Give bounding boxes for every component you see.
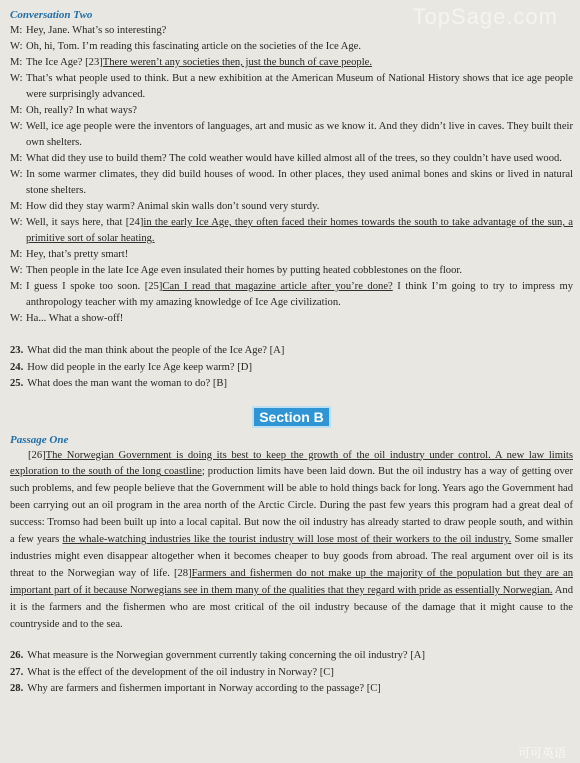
speaker-label: W:: [10, 217, 23, 228]
dialogue-line: [10, 71, 573, 103]
speaker-label: M:: [10, 57, 23, 68]
dialogue-line: [10, 311, 573, 327]
dialogue-underlined-answer: There weren’t any societies then, just the bunch of cave people.: [102, 57, 373, 68]
dialogue-text: [26, 55, 573, 71]
dialogue-text: [26, 103, 573, 119]
dialogue-text-plain: What did they use to build them? The cold weather would have killed almost all of the trees, so they couldn’t have used wood.: [26, 153, 562, 164]
dialogue-text: [26, 167, 573, 199]
dialogue-text-after: I think I’m going to try to impress my anthropology teacher with my amazing knowledge of Ice Age civilization.: [26, 281, 573, 308]
question-number: 27.: [10, 666, 24, 678]
speaker-label: M:: [10, 249, 23, 260]
speaker-label: W:: [10, 313, 23, 324]
passage-underline-28: Farmers and fishermen do not make up the majority of the population but they are an important part of it because Norwegians see in them many of the qualities that they regard with pride as essentially Norwegian.: [10, 567, 574, 596]
speaker-label: M:: [10, 281, 23, 292]
dialogue-text: [26, 151, 573, 167]
dialogue-line: [10, 103, 573, 119]
question-item: [10, 665, 573, 682]
dialogue-line: [10, 247, 573, 263]
dialogue-underlined-answer: Can I read that magazine article after you’re done?: [162, 281, 393, 292]
dialogue-text-plain: Ha... What a show-off!: [26, 313, 124, 324]
speaker-label: W:: [10, 265, 23, 276]
question-item: [10, 360, 573, 377]
dialogue-text: [26, 215, 573, 247]
dialogue-line: [10, 215, 573, 247]
question-text: What does the man want the woman to do? [B]: [27, 378, 228, 389]
passage-text-2: Some smaller industries might even disappear altogether when it becomes cheaper to buy goods from abroad. The real argument over oil is its threat to the Norwegian way of life. [28]: [10, 534, 573, 579]
speaker-label: W:: [10, 121, 23, 132]
dialogue-line: [10, 167, 573, 199]
question-item: [10, 681, 573, 698]
question-number: 26.: [10, 650, 24, 662]
passage-underline-27: the whale-watching industries like the tourist industry will lose most of their workers to the oil industry.: [62, 534, 512, 546]
passage-marker-26: [26]: [28, 449, 46, 461]
dialogue-text: [26, 199, 573, 215]
conversation-title: Conversation Two: [10, 9, 93, 21]
dialogue-text: [26, 39, 573, 55]
dialogue-line: [10, 119, 573, 151]
question-text: How did people in the early Ice Age keep warm? [D]: [27, 361, 252, 373]
dialogue-text: [26, 263, 573, 279]
dialogue-line: [10, 263, 573, 279]
dialogue-text-plain: Hey, that’s pretty smart!: [26, 249, 129, 260]
dialogue-text-plain: That’s what people used to think. But a new exhibition at the American Museum of National History shows that ice age people were surprisingly advanced.: [26, 73, 573, 100]
dialogue-text-plain: Hey, Jane. What’s so interesting?: [26, 25, 167, 36]
question-text: What did the man think about the people of the Ice Age? [A]: [27, 345, 285, 356]
questions-section-a: [10, 343, 573, 393]
dialogue-text: [26, 311, 573, 327]
speaker-label: M:: [10, 201, 23, 212]
dialogue-line: [10, 199, 573, 215]
speaker-label: M:: [10, 25, 23, 36]
dialogue-line: [10, 151, 573, 167]
dialogue-text-plain: Then people in the late Ice Age even insulated their homes by putting heated cobblestones on the floor.: [26, 265, 462, 276]
question-number: 24.: [10, 361, 24, 373]
question-item: [10, 376, 573, 393]
question-number: 28.: [10, 683, 24, 695]
dialogue-text-plain: Well, ice age people were the inventors of languages, art and music as we know it. And they didn’t live in caves. They built their own shelters.: [26, 121, 573, 148]
speaker-label: W:: [10, 169, 23, 180]
question-text: Why are farmers and fishermen important in Norway according to the passage? [C]: [27, 683, 381, 695]
document-page: [10, 8, 573, 698]
dialogue-text-plain: How did they stay warm? Animal skin walls don’t sound very sturdy.: [26, 201, 320, 212]
dialogue-text-plain: The Ice Age? [23]: [26, 57, 103, 68]
passage-underline-26: The Norwegian Government is doing its best to keep the growth of the oil industry under control. A new law limits exploration to the south of the long coastline: [10, 449, 573, 478]
question-number: 23.: [10, 345, 24, 356]
speaker-label: M:: [10, 105, 23, 116]
questions-section-b: [10, 648, 573, 698]
question-item: [10, 343, 573, 360]
dialogue-line: [10, 39, 573, 55]
dialogue-text-plain: Well, it says here, that [24]: [26, 217, 144, 228]
dialogue-text: [26, 247, 573, 263]
dialogue-text: [26, 71, 573, 103]
dialogue: [10, 23, 573, 327]
question-text: What is the effect of the development of the oil industry in Norway? [C]: [27, 666, 334, 678]
dialogue-line: [10, 279, 573, 311]
section-b-badge: Section B: [252, 406, 331, 428]
watermark: TopSage.com: [412, 4, 558, 29]
speaker-label: W:: [10, 73, 23, 84]
dialogue-line: [10, 55, 573, 71]
section-b-header: [10, 406, 573, 428]
question-text: What measure is the Norwegian government currently taking concerning the oil industry? [A]: [27, 650, 425, 662]
dialogue-text-plain: I guess I spoke too soon. [25]: [26, 281, 163, 292]
dialogue-text: [26, 119, 573, 151]
dialogue-underlined-answer: in the early Ice Age, they often faced their homes towards the south to take advantage of the sun, a primitive sort of solar heating.: [26, 217, 573, 244]
passage-paragraph: [10, 448, 573, 634]
dialogue-text-plain: Oh, hi, Tom. I’m reading this fascinating article on the societies of the Ice Age.: [26, 41, 362, 52]
corner-logo: 可可英语: [517, 746, 566, 760]
question-item: [10, 648, 573, 665]
dialogue-text-plain: Oh, really? In what ways?: [26, 105, 137, 116]
dialogue-text-plain: In some warmer climates, they did build houses of wood. In other places, they used animal bones and skins or lived in natural stone shelters.: [26, 169, 573, 196]
speaker-label: W:: [10, 41, 23, 52]
question-number: 25.: [10, 378, 24, 389]
dialogue-text: [26, 279, 573, 311]
passage-title: Passage One: [10, 433, 69, 446]
speaker-label: M:: [10, 153, 23, 164]
passage-text-3: And it is the farmers and the fishermen who are most critical of the oil industry because of the damage that it might cause to the countryside and to the sea.: [10, 584, 573, 630]
passage-text-1: ; production limits have been laid down. But the oil industry has a way of getting over such problems, and few people believe that the Government will be able to hold things back for long. Years ago the Government had been carrying out an oil program in the area north of the Arctic Circle. During the past few years this program had a great deal of success: Tromso had been built up into a local capital. But now the oil industry has already started to draw people south, and within a few years: [10, 466, 573, 546]
